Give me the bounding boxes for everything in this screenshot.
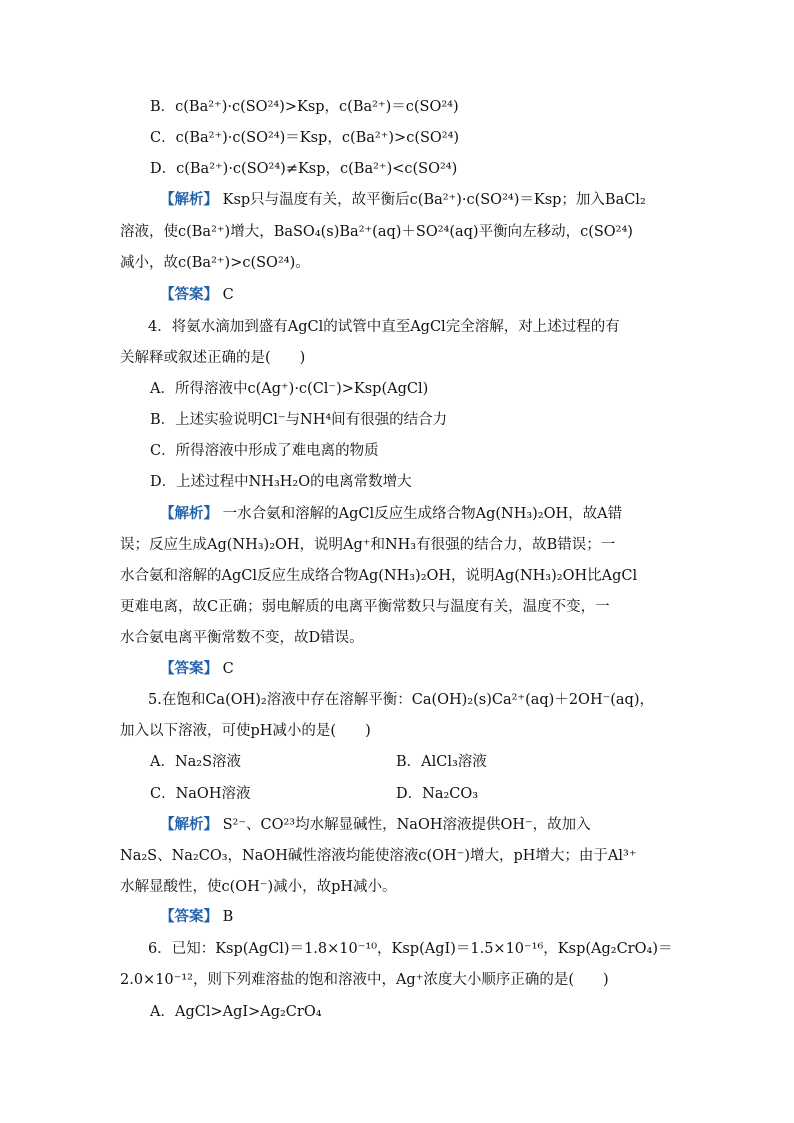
option-b-q5: B．AlCl₃溶液	[396, 754, 487, 770]
analysis-q3-line1: 【解析】 Ksp只与温度有关，故平衡后c(Ba²⁺)·c(SO²⁴)＝Ksp；加入BaCl₂	[160, 191, 646, 208]
analysis-q5-line3: 水解显酸性，使c(OH⁻)减小，故pH减小。	[120, 879, 397, 895]
option-c-q5: C．NaOH溶液	[150, 786, 251, 802]
answer-q4: 【答案】 C	[160, 660, 234, 677]
question-5-line2: 加入以下溶液，可使pH减小的是( )	[120, 723, 371, 739]
analysis-tag: 【解析】	[160, 191, 218, 208]
option-a-q6: A．AgCl>AgI>Ag₂CrO₄	[150, 1004, 322, 1020]
answer-tag: 【答案】	[160, 660, 218, 677]
analysis-q5-line1: 【解析】 S²⁻、CO²³均水解显碱性，NaOH溶液提供OH⁻，故加入	[160, 816, 591, 833]
option-c-q4: C．所得溶液中形成了难电离的物质	[150, 443, 379, 459]
option-b-q3: B．c(Ba²⁺)·c(SO²⁴)>Ksp，c(Ba²⁺)＝c(SO²⁴)	[150, 99, 459, 115]
answer-q3: 【答案】 C	[160, 286, 234, 303]
option-a-q4: A．所得溶液中c(Ag⁺)·c(Cl⁻)>Ksp(AgCl)	[150, 381, 429, 397]
answer-tag: 【答案】	[160, 286, 218, 303]
answer-tag: 【答案】	[160, 908, 218, 925]
option-a-q5: A．Na₂S溶液	[150, 754, 242, 770]
answer-q5: 【答案】 B	[160, 908, 234, 925]
analysis-q4-line1: 【解析】 一水合氨和溶解的AgCl反应生成络合物Ag(NH₃)₂OH，故A错	[160, 505, 623, 522]
question-5-line1: 5.在饱和Ca(OH)₂溶液中存在溶解平衡：Ca(OH)₂(s)Ca²⁺(aq)＋2OH⁻(aq)，	[148, 692, 654, 708]
question-4-line1: 4．将氨水滴加到盛有AgCl的试管中直至AgCl完全溶解，对上述过程的有	[148, 319, 620, 335]
option-d-q4: D．上述过程中NH₃H₂O的电离常数增大	[150, 474, 412, 490]
analysis-q4-line4: 更难电离，故C正确；弱电解质的电离平衡常数只与温度有关，温度不变，一	[120, 599, 610, 615]
analysis-q4-line5: 水合氨电离平衡常数不变，故D错误。	[120, 630, 364, 646]
analysis-q3-line2: 溶液，使c(Ba²⁺)增大，BaSO₄(s)Ba²⁺(aq)＋SO²⁴(aq)平衡向左移动，c(SO²⁴)	[120, 224, 633, 240]
analysis-q4-line3: 水合氨和溶解的AgCl反应生成络合物Ag(NH₃)₂OH，说明Ag(NH₃)₂OH比AgCl	[120, 568, 638, 584]
question-4-line2: 关解释或叙述正确的是( )	[120, 350, 306, 366]
option-d-q5: D．Na₂CO₃	[396, 786, 479, 802]
analysis-tag: 【解析】	[160, 505, 218, 522]
analysis-tag: 【解析】	[160, 816, 218, 833]
question-6-line2: 2.0×10⁻¹²，则下列难溶盐的饱和溶液中，Ag⁺浓度大小顺序正确的是( )	[120, 972, 609, 988]
analysis-q5-line2: Na₂S、Na₂CO₃，NaOH碱性溶液均能使溶液c(OH⁻)增大，pH增大；由于Al³⁺	[120, 848, 637, 864]
option-b-q4: B．上述实验说明Cl⁻与NH⁴间有很强的结合力	[150, 412, 448, 428]
analysis-q3-line3: 减小，故c(Ba²⁺)>c(SO²⁴)。	[120, 255, 310, 271]
question-6-line1: 6．已知：Ksp(AgCl)＝1.8×10⁻¹⁰，Ksp(AgI)＝1.5×10⁻¹⁶，Ksp(Ag₂CrO₄)＝	[148, 941, 673, 957]
analysis-q4-line2: 误；反应生成Ag(NH₃)₂OH，说明Ag⁺和NH₃有很强的结合力，故B错误；一	[120, 537, 616, 553]
option-c-q3: C．c(Ba²⁺)·c(SO²⁴)＝Ksp，c(Ba²⁺)>c(SO²⁴)	[150, 130, 460, 146]
option-d-q3: D．c(Ba²⁺)·c(SO²⁴)≠Ksp，c(Ba²⁺)<c(SO²⁴)	[150, 161, 458, 177]
